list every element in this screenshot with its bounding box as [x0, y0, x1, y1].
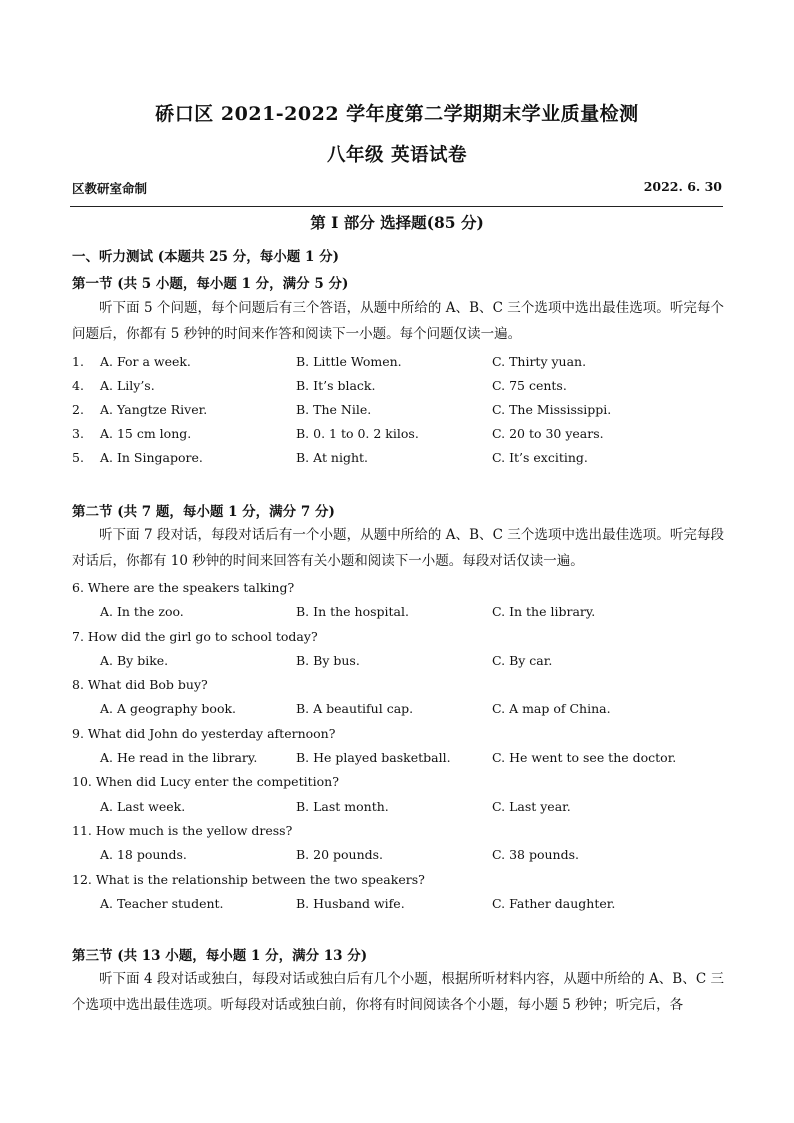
section3-instructions: 听下面 4 段对话或独白，每段对话或独白后有几个小题，根据所听材料内容，从题中所给的 A、B、C 三个选项中选出最佳选项。听每段对话或独白前，你将有时间阅读各个小题，每小题 5 秒钟；听完后，各	[72, 971, 724, 1013]
option-a: A. For a week.	[100, 354, 191, 369]
option-b: B. 0. 1 to 0. 2 kilos.	[296, 426, 419, 441]
question-row	[72, 402, 732, 426]
question-options-row	[72, 847, 732, 871]
option-a: A. By bike.	[100, 652, 169, 668]
question-stem: 8. What did Bob buy?	[72, 677, 208, 693]
question-options-row	[72, 653, 732, 677]
option-a: A. Last week.	[100, 798, 186, 814]
section3-heading: 第三节 (共 13 小题，每小题 1 分，满分 13 分)	[72, 948, 368, 964]
option-b: B. In the hospital.	[296, 604, 409, 620]
question-stem: 12. What is the relationship between the two speakers?	[72, 871, 425, 887]
option-c: C. By car.	[492, 652, 553, 668]
option-a: A. Lily’s.	[100, 378, 155, 393]
option-c: C. In the library.	[492, 604, 596, 620]
question-row	[72, 450, 732, 474]
question-options-row	[72, 799, 732, 823]
option-c: C. Thirty yuan.	[492, 354, 587, 369]
option-c: C. The Mississippi.	[492, 402, 612, 417]
option-c: C. Father daughter.	[492, 895, 616, 911]
option-c: C. 38 pounds.	[492, 847, 579, 863]
question-stem-row	[72, 823, 732, 847]
option-b: B. He played basketball.	[296, 750, 451, 766]
option-b: B. Husband wife.	[296, 895, 405, 911]
option-c: C. A map of China.	[492, 701, 611, 717]
question-options-row	[72, 750, 732, 774]
question-stem: 11. How much is the yellow dress?	[72, 822, 293, 838]
question-stem-row	[72, 726, 732, 750]
question-options-row	[72, 604, 732, 628]
section2-questions	[72, 580, 732, 920]
option-c: C. Last year.	[492, 798, 571, 814]
question-stem-row	[72, 677, 732, 701]
question-stem: 9. What did John do yesterday afternoon?	[72, 725, 336, 741]
question-number: 4.	[72, 378, 84, 393]
question-stem-row	[72, 774, 732, 798]
option-c: C. It’s exciting.	[492, 450, 588, 465]
exam-meta-line	[72, 179, 722, 197]
option-a: A. He read in the library.	[100, 750, 258, 766]
option-b: B. At night.	[296, 450, 369, 465]
option-a: A. A geography book.	[100, 701, 237, 717]
question-number: 5.	[72, 450, 84, 465]
header-divider	[70, 206, 723, 207]
option-c: C. He went to see the doctor.	[492, 750, 677, 766]
option-a: A. In Singapore.	[100, 450, 203, 465]
option-b: B. A beautiful cap.	[296, 701, 414, 717]
option-c: C. 20 to 30 years.	[492, 426, 604, 441]
part-title: 第 I 部分 选择题(85 分)	[310, 213, 484, 232]
option-c: C. 75 cents.	[492, 378, 567, 393]
section1-instructions: 听下面 5 个问题，每个问题后有三个答语，从题中所给的 A、B、C 三个选项中选出最佳选项。听完每个问题后，你都有 5 秒钟的时间来作答和阅读下一小题。每个问题仅读一遍。	[72, 300, 724, 342]
question-stem: 7. How did the girl go to school today?	[72, 628, 318, 644]
section2-instructions: 听下面 7 段对话，每段对话后有一个小题，从题中所给的 A、B、C 三个选项中选出最佳选项。听完每段对话后，你都有 10 秒钟的时间来回答有关小题和阅读下一小题。每段对话仅读一遍。	[72, 527, 724, 569]
exam-subtitle: 八年级 英语试卷	[327, 145, 467, 166]
question-options-row	[72, 701, 732, 725]
issuer-label: 区教研室命制	[72, 181, 148, 196]
option-b: B. 20 pounds.	[296, 847, 384, 863]
option-b: B. Little Women.	[296, 354, 402, 369]
exam-title: 硚口区 2021-2022 学年度第二学期期末学业质量检测	[155, 103, 639, 125]
option-a: A. 15 cm long.	[100, 426, 192, 441]
section-listening-heading: 一、听力测试 (本题共 25 分，每小题 1 分)	[72, 249, 339, 265]
section1-options	[72, 354, 732, 474]
question-stem-row	[72, 580, 732, 604]
question-options-row	[72, 896, 732, 920]
question-number: 2.	[72, 402, 84, 417]
option-b: B. Last month.	[296, 798, 389, 814]
question-row	[72, 378, 732, 402]
question-stem: 6. Where are the speakers talking?	[72, 580, 295, 595]
option-b: B. It’s black.	[296, 378, 376, 393]
option-a: A. 18 pounds.	[100, 847, 187, 863]
question-number: 1.	[72, 354, 84, 369]
option-a: A. Teacher student.	[100, 895, 224, 911]
question-stem: 10. When did Lucy enter the competition?	[72, 774, 339, 790]
section1-heading: 第一节 (共 5 小题，每小题 1 分，满分 5 分)	[72, 276, 349, 292]
option-b: B. By bus.	[296, 652, 360, 668]
question-stem-row	[72, 872, 732, 896]
option-b: B. The Nile.	[296, 402, 372, 417]
option-a: A. Yangtze River.	[100, 402, 208, 417]
section2-heading: 第二节 (共 7 题，每小题 1 分，满分 7 分)	[72, 504, 335, 520]
question-row	[72, 426, 732, 450]
option-a: A. In the zoo.	[100, 604, 184, 620]
question-row	[72, 354, 732, 378]
exam-date: 2022. 6. 30	[643, 179, 722, 194]
question-number: 3.	[72, 426, 84, 441]
question-stem-row	[72, 629, 732, 653]
